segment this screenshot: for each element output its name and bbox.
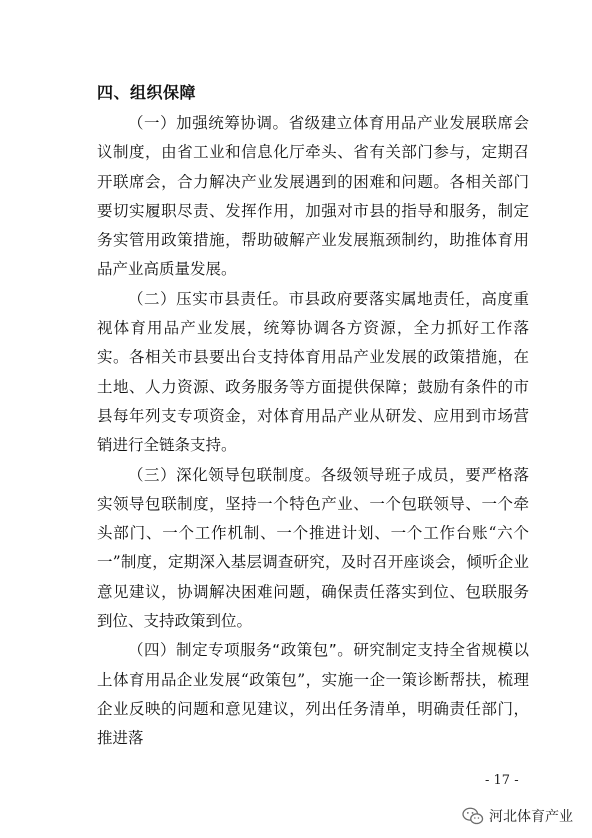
paragraph-2-text: 市县政府要落实属地责任，高度重视体育用品产业发展，统筹协调各方资源，全力抓好工作落实。各相关市县要出台支持体育用品产业发展的政策措施，在土地、人力资源、政务服务等方面提供保障；鼓励有条件的市县每年列支专项资金，对体育用品产业从研发、应用到市场营销进行全链条支持。 bbox=[97, 289, 529, 455]
paragraph-3 bbox=[97, 461, 529, 637]
paragraph-3-text: 各级领导班子成员，要严格落实领导包联制度，坚持一个特色产业、一个包联领导、一个牵头部门、一个工作机制、一个推进计划、一个工作台账“六个一”制度，定期深入基层调查研究，及时召开座谈会，倾听企业意见建议，协调解决困难问题，确保责任落实到位、包联服务到位、支持政策到位。 bbox=[97, 465, 529, 631]
paragraph-1 bbox=[97, 109, 529, 285]
wechat-icon bbox=[462, 806, 484, 826]
paragraph-4-text: 研究制定支持全省规模以上体育用品企业发展“政策包”，实施一企一策诊断帮扶，梳理企业反映的问题和意见建议，列出任务清单，明确责任部门，推进落 bbox=[97, 641, 529, 748]
paragraph-4-lead: （四）制定专项服务“政策包”。 bbox=[128, 641, 354, 660]
paragraph-1-text: 省级建立体育用品产业发展联席会议制度，由省工业和信息化厅牵头、省有关部门参与，定期召开联席会，合力解决产业发展遇到的困难和问题。各相关部门要切实履职尽责、发挥作用，加强对市县的指导和服务，制定务实管用政策措施，帮助破解产业发展瓶颈制约，助推体育用品产业高质量发展。 bbox=[97, 114, 529, 279]
watermark bbox=[462, 802, 573, 830]
body-text bbox=[97, 109, 529, 754]
paragraph-4 bbox=[97, 636, 529, 753]
watermark-text: 河北体育产业 bbox=[489, 809, 573, 825]
section-heading: 四、组织保障 bbox=[97, 83, 197, 102]
paragraph-2-lead: （二）压实市县责任。 bbox=[128, 289, 289, 308]
paragraph-3-lead: （三）深化领导包联制度。 bbox=[128, 465, 321, 484]
paragraph-2 bbox=[97, 285, 529, 461]
paragraph-1-lead: （一）加强统筹协调。 bbox=[128, 114, 289, 132]
page-number: - 17 - bbox=[485, 773, 519, 788]
